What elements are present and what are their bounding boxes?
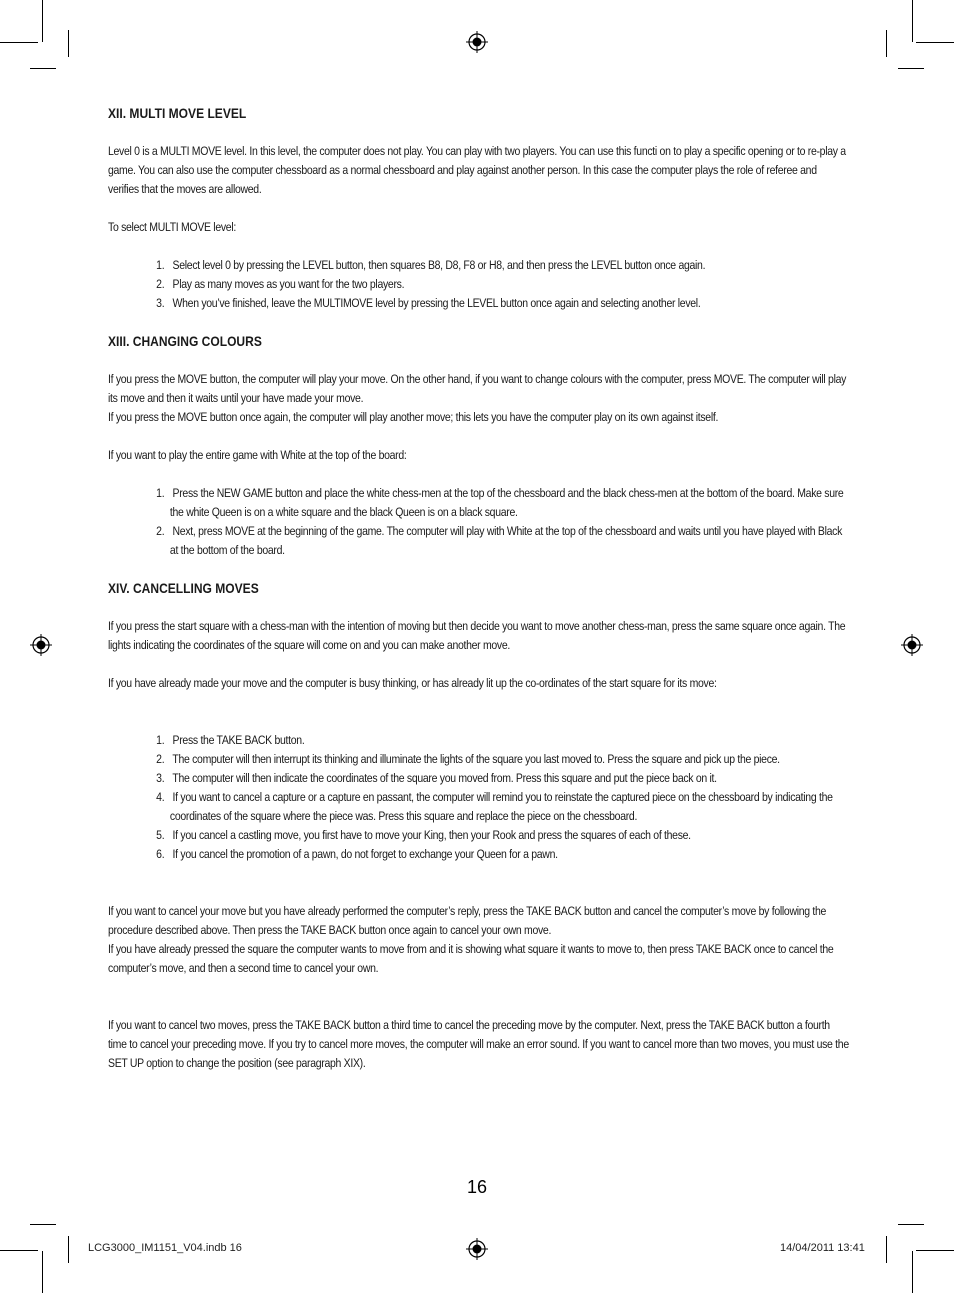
paragraph: If you have already made your move and the computer is busy thinking, or has already lit up the co-ordinates of the start square for its move: bbox=[108, 676, 717, 690]
paragraph: If you press the MOVE button, the computer will play your move. On the other hand, if you want to change colours with the computer, press MOVE. The computer will play its move and then it waits until your have made your move. bbox=[108, 372, 847, 405]
paragraph: If you want to cancel two moves, press the TAKE BACK button a third time to cancel the preceding move by the computer. Next, press the TAKE BACK button a fourth time to cancel your preceding move. If you try to cancel more moves, the computer will make an error sound. If you want to cancel more than two moves, you must use the SET UP option to change the position (see paragraph XIX). bbox=[108, 1018, 849, 1070]
crop-mark bbox=[68, 30, 69, 57]
section-heading: XII. MULTI MOVE LEVEL bbox=[108, 105, 247, 121]
crop-mark bbox=[916, 42, 954, 43]
crop-mark bbox=[912, 0, 913, 42]
crop-mark bbox=[0, 1250, 38, 1251]
crop-mark bbox=[916, 1250, 954, 1251]
list-item: 5. If you cancel a castling move, you first have to move your King, then your Rook and press the squares of each of these. bbox=[156, 828, 691, 842]
list-item: 3. When you’ve finished, leave the MULTIMOVE level by pressing the LEVEL button once again and selecting another level. bbox=[156, 296, 701, 310]
paragraph: If you press the MOVE button once again, the computer will play another move; this lets you have the computer play on its own against itself. bbox=[108, 410, 719, 424]
crop-mark bbox=[68, 1236, 69, 1263]
slug-timestamp: 14/04/2011 13:41 bbox=[780, 1242, 865, 1254]
paragraph: If you press the start square with a chess-man with the intention of moving but then decide you want to move another chess-man, press the same square once again. The lights indicating the coordinates of the square will come on and you can make another move. bbox=[108, 619, 846, 652]
slug-filename: LCG3000_IM1151_V04.indb 16 bbox=[88, 1242, 242, 1254]
paragraph: Level 0 is a MULTI MOVE level. In this level, the computer does not play. You can play with two players. You can use this functi on to play a specific opening or to re-play a game. You can also use the computer chessboard as a normal chessboard and play against another person. In this case the computer plays the role of referee and verifies that the moves are allowed. bbox=[108, 144, 846, 196]
main-content bbox=[108, 104, 849, 1092]
paragraph: If you have already pressed the square the computer wants to move from and it is showing what square it wants to move to, then press TAKE BACK once to cancel the computer’s move, and then a second time to cancel your own. bbox=[108, 942, 834, 975]
crop-mark bbox=[30, 1224, 56, 1225]
registration-mark-icon bbox=[466, 31, 488, 53]
numbered-list bbox=[108, 484, 849, 560]
page-number: 16 bbox=[466, 1177, 488, 1197]
list-item: 2. Play as many moves as you want for the two players. bbox=[156, 277, 405, 291]
list-item: 1. Press the NEW GAME button and place the white chess-men at the top of the chessboard and the black chess-men at the bottom of the board. Make sure the white Queen is on a white square and the black Queen is on a black square. bbox=[156, 486, 844, 519]
crop-mark bbox=[42, 1251, 43, 1293]
list-item: 2. The computer will then interrupt its thinking and illuminate the lights of the square you last moved to. Press the square and pick up the piece. bbox=[156, 752, 780, 766]
list-item: 2. Next, press MOVE at the beginning of the game. The computer will play with White at the top of the chessboard and waits until you have played with Black at the bottom of the board. bbox=[156, 524, 843, 557]
crop-mark bbox=[886, 1236, 887, 1263]
list-item: 6. If you cancel the promotion of a pawn, do not forget to exchange your Queen for a pawn. bbox=[156, 847, 558, 861]
crop-mark bbox=[0, 42, 38, 43]
paragraph: If you want to play the entire game with White at the top of the board: bbox=[108, 448, 407, 462]
list-item: 3. The computer will then indicate the coordinates of the square you moved from. Press this square and put the piece back on it. bbox=[156, 771, 717, 785]
numbered-list bbox=[108, 256, 849, 313]
paragraph: To select MULTI MOVE level: bbox=[108, 220, 236, 234]
list-item: 1. Press the TAKE BACK button. bbox=[156, 733, 305, 747]
crop-mark bbox=[898, 1224, 924, 1225]
crop-mark bbox=[30, 68, 56, 69]
crop-mark bbox=[912, 1251, 913, 1293]
section-heading: XIII. CHANGING COLOURS bbox=[108, 333, 262, 349]
crop-mark bbox=[898, 68, 924, 69]
paragraph: If you want to cancel your move but you have already performed the computer’s reply, press the TAKE BACK button and cancel the computer’s move by following the procedure described above. Then press the TAKE BACK button once again to cancel your own move. bbox=[108, 904, 827, 937]
section-heading: XIV. CANCELLING MOVES bbox=[108, 580, 259, 596]
crop-mark bbox=[42, 0, 43, 42]
list-item: 4. If you want to cancel a capture or a capture en passant, the computer will remind you to reinstate the captured piece on the chessboard by indicating the coordinates of the square where the piece was. Press this square and replace the piece on the chessboard. bbox=[156, 790, 833, 823]
registration-mark-icon bbox=[466, 1238, 488, 1260]
list-item: 1. Select level 0 by pressing the LEVEL button, then squares B8, D8, F8 or H8, and then press the LEVEL button once again. bbox=[156, 258, 706, 272]
registration-mark-icon bbox=[30, 634, 52, 656]
crop-mark bbox=[886, 30, 887, 57]
registration-mark-icon bbox=[901, 634, 923, 656]
numbered-list bbox=[108, 731, 849, 864]
